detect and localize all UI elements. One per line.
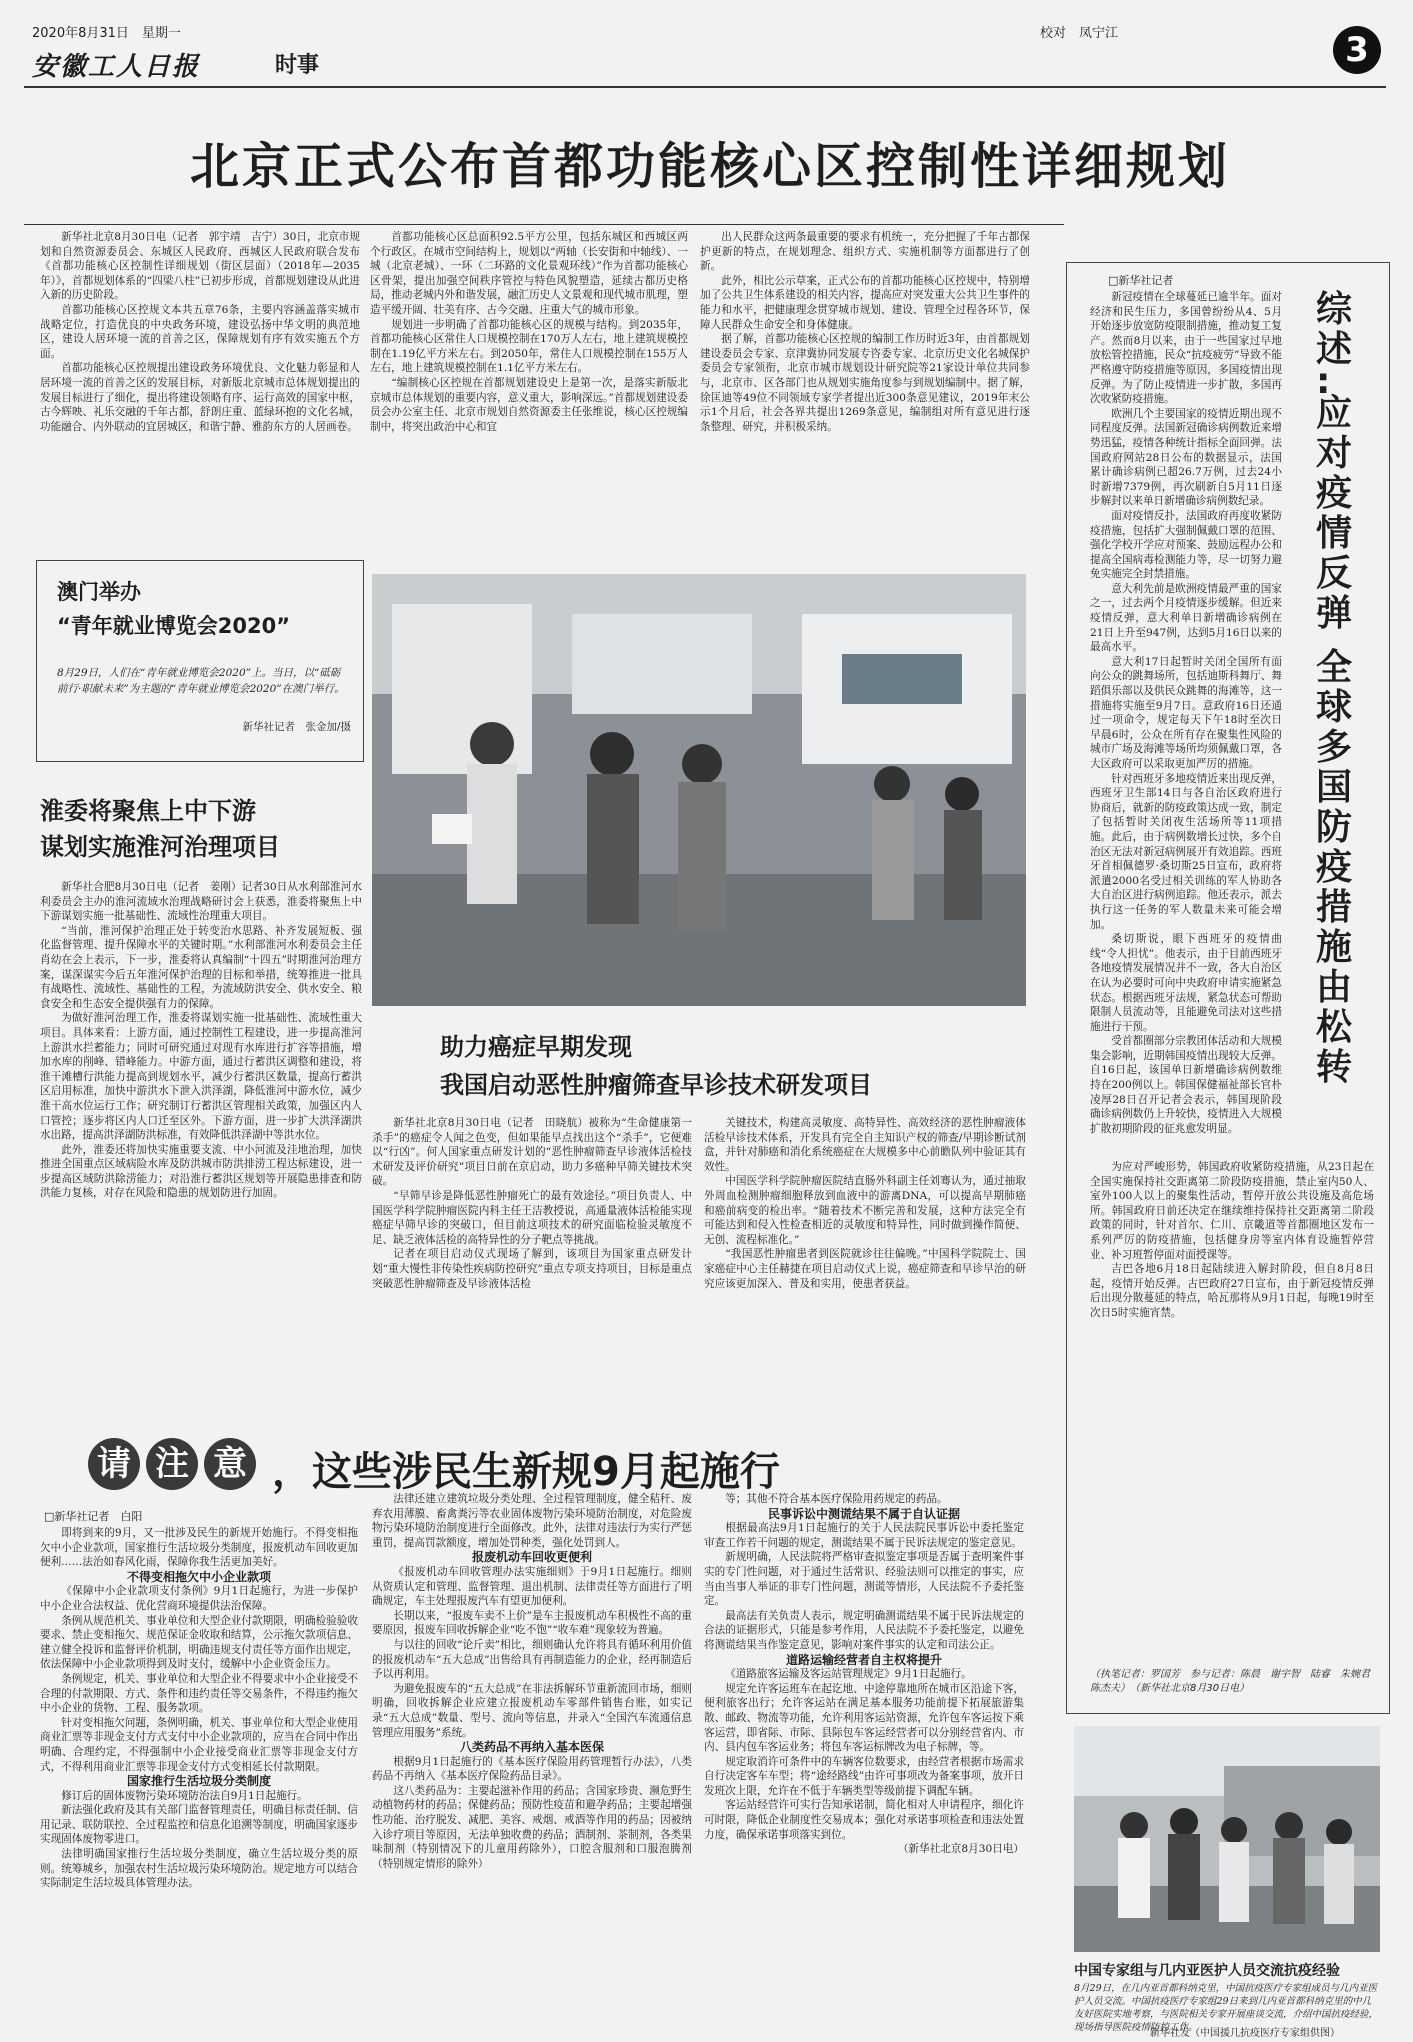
paragraph: 新华社合肥8月30日电（记者 姜刚）记者30日从水利部淮河水利委员会主办的淮河流域水治理战略研讨会上获悉，淮委将聚焦上中下游谋划实施一批基础性、流域性治理重大项目。 xyxy=(40,881,362,923)
paragraph: 新华社北京8月30日电（记者 田晓航）被称为“生命健康第一杀手”的癌症令人闻之色变，但如果能早点找出这个“杀手”，它便难以“行凶”。何人国家重点研发计划的“恶性肿瘤筛查早诊液体活检技术研发及评价研究”项目日前在京启动，助力多癌种早筛关键技术突破。 xyxy=(372,1117,692,1188)
review-title-char: 应 xyxy=(1316,393,1353,434)
paragraph: 吉巴各地6月18日起陆续进入解封阶段，但自8月8日起，疫情开始反弹。古巴政府27日宣布，由于新冠疫情反弹后出现分散蔓延的特点，哈瓦那将从9月1日起，每晚19时至次日5时实施宵禁。 xyxy=(1090,1263,1374,1319)
page-number: 3 xyxy=(1333,26,1381,74)
paragraph: 桑切斯说，眼下西班牙的疫情曲线“令人担忧”。他表示，由于目前西班牙各地疫情发展情况并不一致，各大自治区在认为必要时可向中央政府申请实施紧急状态。根据西班牙法规，紧急状态可帮助限制人员流动等，且能避免司法对这些措施进行干预。 xyxy=(1090,933,1282,1033)
paragraph: 长期以来，“报废车卖不上价”是车主报废机动车积极性不高的重要原因，报废车回收拆解企业“吃不饱”“收车难”现象较为普遍。 xyxy=(372,1609,692,1637)
paragraph: 规划进一步明确了首都功能核心区的规模与结构。到2035年，首都功能核心区常住人口规模控制在170万人左右，地上建筑规模控制在1.19亿平方米左右。到2050年，常住人口规模控制在155万人左右，地上建筑规模控制在1.1亿平方米左右。 xyxy=(370,318,688,375)
paragraph: 条例从规范机关、事业单位和大型企业付款期限，明确检验验收要求、禁止变相拖欠、规范保证金收取和结算，公示拖欠款项信息、建立健全投诉和监督评价机制，明确违规支付责任等方面作出规定，依法保障中小企业款项得到及时支付，缓解中小企业资金压力。 xyxy=(40,1614,358,1671)
guinea-photo xyxy=(1074,1726,1380,1952)
paragraph: 此外，相比公示草案，正式公布的首都功能核心区控规中，特别增加了公共卫生体系建设的相关内容，提高应对突发重大公共卫生事件的能力和水平，把健康理念贯穿城市规划、建设、管理全过程各环节，保障人民群众生命安全和身体健康。 xyxy=(700,274,1030,331)
paragraph: 欧洲几个主要国家的疫情近期出现不同程度反弹。法国新冠确诊病例数近来增势迅猛，疫情各种统计指标全面回弹。法国政府网站28日公布的数据显示，法国累计确诊病例已超26.7万例，过去24小时新增7379例，再次刷新自5月11日逐步解封以来单日新增确诊病例数纪录。 xyxy=(1090,407,1282,508)
paragraph: 针对变相拖欠问题，条例明确，机关、事业单位和大型企业使用商业汇票等非现金支付方式支付中小企业款项的，应当在合同中作出明确、合理约定，不得强制中小企业接受商业汇票等非现金支付方式，不得利用商业汇票等非现金支付方式变相延长付款期限。 xyxy=(40,1716,358,1773)
review-title-char: : xyxy=(1316,361,1331,402)
paragraph: 面对疫情反扑，法国政府再度收紧防疫措施，包括扩大强制佩戴口罩的范围、强化学校开学应对预案、鼓励远程办公和提高全国病毒检测能力等，尽一切努力避免实施完全封禁措施。 xyxy=(1090,509,1282,581)
rules-tag-char-3: 意 xyxy=(204,1438,256,1490)
rules-tag xyxy=(88,1438,256,1490)
subheading: 民事诉讼中测谎结果不属于自认证据 xyxy=(767,1506,960,1521)
paragraph: “编制核心区控规在首都规划建设史上是第一次，是落实新版北京城市总体规划的重要内容，意义重大，影响深远。”首都规划建设委员会办公室主任、北京市规划自然资源委主任张维说，核心区控规编制中，将突出政治中心和宜 xyxy=(370,376,688,433)
paragraph: 这八类药品为：主要起滋补作用的药品；含国家珍贵、濒危野生动植物药材的药品；保健药品；预防性疫苗和避孕药品；主要起增强性功能、治疗脱发、减肥、美容、戒烟、戒酒等作用的药品；因被纳入诊疗项目等原因，无法单独收费的药品；酒制剂、茶制剂，各类果味制剂（特别情况下的儿童用药除外），口腔含服剂和口服泡腾剂（特别规定情形的除外） xyxy=(372,1784,692,1870)
review-title-char: 措 xyxy=(1316,887,1353,928)
guinea-caption: 8月29日，在几内亚首都科纳克里，中国抗疫医疗专家组成员与几内亚医护人员交流。中国抗疫医疗专家组29日来到几内亚首都科纳克里的中几友好医院实地考察，与医院相关专家开展座谈交流，介绍中国抗疫经验，现场指导医院疫情防控工作。 xyxy=(1074,1983,1379,2033)
paragraph: 新华社北京8月30日电（记者 郭宇靖 吉宁）30日，北京市规划和自然资源委员会、东城区人民政府、西城区人民政府联合发布《首都功能核心区控制性详细规划（街区层面）（2018年—2035年）》，首都规划体系的“四梁八柱”已初步形成，首都规划建设从此进入新的历史阶段。 xyxy=(40,231,360,302)
paragraph: 新规明确，人民法院将严格审查拟鉴定事项是否属于查明案件事实的专门性问题，对于通过生活常识、经验法则可以推定的事实，应当由当事人举证的非专门性问题，测谎等情形，人民法院不予委托鉴定。 xyxy=(704,1551,1024,1608)
subheading: 道路运输经营者自主权将提升 xyxy=(785,1652,942,1667)
subheading: 不得变相拖欠中小企业款项 xyxy=(126,1569,271,1584)
huai-title-2: 谋划实施淮河治理项目 xyxy=(40,833,280,861)
newspaper-logo: 安徽工人日报 xyxy=(32,52,201,82)
cancer-column-2 xyxy=(704,1116,1026,1428)
paragraph: 受首都圈部分宗教团体活动和大规模集会影响，近期韩国疫情出现较大反弹。自16日起，该国单日新增确诊病例数维持在200例以上。韩国保健福祉部长官朴凌厚28日召开记者会表示，韩国现阶段确诊病例数仍上升较快，疫情进入大规模扩散初期阶段的征兆愈发明显。 xyxy=(1090,1035,1282,1135)
paragraph: 修订后的固体废物污染环境防治法自9月1日起施行。 xyxy=(61,1789,308,1802)
review-title-char: 述 xyxy=(1316,329,1353,370)
review-body-top xyxy=(1090,290,1282,1160)
review-title-char: 球 xyxy=(1316,687,1353,728)
paragraph: 客运站经营许可实行告知承诺制，简化相对人申请程序，细化许可时限，降低企业制度性交易成本；强化对承诺事项检查和违法处置力度，确保承诺事项落实到位。 xyxy=(704,1799,1024,1841)
huai-title-1: 淮委将聚焦上中下游 xyxy=(40,797,256,825)
paragraph: 根据最高法9月1日起施行的关于人民法院民事诉讼中委托鉴定审查工作若干问题的规定，测谎结果不属于民诉法规定的鉴定意见。 xyxy=(704,1522,1024,1549)
rules-byline: □新华社记者 白阳 xyxy=(44,1510,143,1523)
expo-photo-image xyxy=(372,574,1026,1006)
paragraph: 针对西班牙多地疫情近来出现反弹，西班牙卫生部14日与各自治区政府进行协商后，就新的防疫政策达成一致，制定了包括暂时关闭夜生活场所等11项措施。此后，由于病例数增长过快，多个自治区无法对新冠病例展开有效追踪。西班牙首相佩德罗·桑切斯25日宣布，政府将派遣2000名受过相关训练的军人协助各大自治区进行病例追踪。他还表示，派去执行这一任务的军人数量未来可能会增加。 xyxy=(1090,772,1282,931)
paragraph: “早筛早诊是降低恶性肿瘤死亡的最有效途径。”项目负责人、中国医学科学院肿瘤医院内科主任王洁教授说，高通量液体活检能实现癌症早筛早诊的突破口，但目前这项技术的研究面临检验灵敏度不足、缺乏液体活检的高特异性的分子靶点等挑战。 xyxy=(372,1189,692,1246)
editor-credit: 校对 凤宁江 xyxy=(1040,26,1119,41)
paragraph: “当前，淮河保护治理正处于转变治水思路、补齐发展短板、强化监督管理、提升保障水平的关键时期。”水利部淮河水利委员会主任肖幼在会上表示，下一步，淮委将认真编制“十四五”时期淮河治理方案，谋深谋实今后五年淮河保护治理的目标和举措，统筹推进一批具有战略性、流域性、基础性的工程，为流域防洪安全、供水安全、粮食安全和生态安全提供强有力的保障。 xyxy=(40,924,362,1010)
lead-column-1 xyxy=(40,230,360,550)
rules-column-1 xyxy=(40,1526,358,2026)
paragraph: 规定允许客运班车在起讫地、中途停靠地所在城市区沿途下客，便利旅客出行；允许客运站在满足基本服务功能前提下拓展旅游集散、邮政、物流等功能，允许利用客运站资源，允许包车客运按下乘客运营，即省际、市际、县际包车客运经营者可以分别经营省内、市内、县内包车客运业务；将包车客运标牌改为电子标牌，等。 xyxy=(704,1682,1024,1754)
review-byline: □新华社记者 xyxy=(1108,274,1174,287)
cancer-title-1: 助力癌症早期发现 xyxy=(440,1033,632,1061)
paragraph: 此外，淮委还将加快实施重要支流、中小河流及洼地治理，加快推进全国重点区域病险水库及防洪城市防洪排涝工程达标建设，进一步提高区域防洪除涝能力；对沿淮行蓄洪区规划等开展隐患排查和防洪能力复核，对存在风险和隐患的规划防进行加固。 xyxy=(40,1143,362,1200)
huai-body xyxy=(40,880,362,1428)
macau-photo-credit: 新华社记者 张金加/摄 xyxy=(242,721,351,733)
paragraph: 据了解，首都功能核心区控规的编制工作历时近3年，由首都规划建设委员会专家、京津冀协同发展专咨委专家、北京历史文化名城保护委员会专家领衔，北京市城市规划设计研究院等21家设计单位共同参与，北京市、区各部门也从规划实施角度参与到规划编制中。据了解，徐匡迪等49位不同领域专家学者提出近300条意见建议，2019年末公示1个月后，社会各界共提出1269条意见，编制组对所有意见进行逐条整理、研究，并积极采纳。 xyxy=(700,333,1030,433)
review-title-char: 综 xyxy=(1316,289,1353,330)
review-title-char: 对 xyxy=(1316,433,1353,474)
paragraph: 新冠疫情在全球蔓延已逾半年。面对经济和民生压力，多国曾纷纷从4、5月开始逐步放宽防疫限制措施，推动复工复产。然而8月以来，由于一些国家过早地放松管控措施，民众“抗疫疲劳”导致不能严格遵守防疫措施等原因，多国疫情出现反弹。为了防止疫情进一步扩散，多国再次收紧防疫措施。 xyxy=(1090,291,1282,406)
lead-rule xyxy=(24,224,1064,225)
paragraph: 记者在项目启动仪式现场了解到，该项目为国家重点研发计划“重大慢性非传染性疾病防控研究”重点专项支持项目，目标是重点突破恶性肿瘤筛查及早诊液体活检 xyxy=(372,1248,692,1290)
rules-tag-char-1: 请 xyxy=(88,1438,140,1490)
subheading: 报废机动车回收更便利 xyxy=(471,1550,592,1565)
rules-headline: ，这些涉民生新规9月起施行 xyxy=(272,1449,780,1495)
guinea-photo-credit: 新华社发（中国援几抗疫医疗专家组供图） xyxy=(1150,2028,1340,2039)
dateline: （新华社北京8月30日电） xyxy=(897,1843,1024,1856)
macau-caption: 8月29日，人们在“青年就业博览会2020”上。当日，以“砥砺前行·职献未来”为主题的“青年就业博览会2020”在澳门举行。 xyxy=(57,667,345,695)
review-title-char: 情 xyxy=(1316,513,1353,554)
macau-box xyxy=(36,560,364,762)
review-title-char: 多 xyxy=(1316,727,1353,768)
macau-title-2: “青年就业博览会2020” xyxy=(57,614,291,638)
paragraph: 《道路旅客运输及客运站管理规定》9月1日起施行。 xyxy=(725,1668,972,1681)
lead-column-2 xyxy=(370,230,688,550)
lead-column-3 xyxy=(700,230,1030,550)
section-name: 时事 xyxy=(275,53,320,78)
review-body-bottom xyxy=(1090,1160,1374,1670)
paragraph: 为做好淮河治理工作，淮委将谋划实施一批基础性、流域性重大项目。具体来看：上游方面，通过控制性工程建设，进一步提高淮河上游洪水拦蓄能力；同时可研究通过对现有水库进行扩容等措施，增加水库的削峰、错峰能力。中游方面，通过行蓄洪区调整和建设，将淮干滩槽行洪能力提高到规划水平，减少行蓄洪区数量，提高行蓄洪区启用标准，加快中游洪水下泄入洪泽湖，降低淮河中游水位，减少淮干高水位运行工作；研究制订行蓄洪区管理相关政策，加强区内人口管控；逐步将区内人口迁至区外。下游方面，进一步扩大洪泽湖洪水出路，提高洪泽湖防洪标准，有效降低洪泽湖中等洪水位。 xyxy=(40,1012,362,1142)
paragraph: 规定取消许可条件中的车辆客位数要求，由经营者根据市场需求自行决定客车车型；将“途经路线”由许可事项改为备案事项，放开日发班次上限，允许在不低于车辆类型等级前提下调配车辆。 xyxy=(704,1755,1024,1797)
review-credit: （执笔记者：罗国芳 参与记者：陈晨 谢宇智 陆睿 朱婉君 陈杰夫） （新华社北京8月30日电） xyxy=(1090,1669,1380,1694)
paragraph: “我国恶性肿瘤患者到医院就诊往往偏晚。”中国科学院院士、国家癌症中心主任赫捷在项目启动仪式上说，癌症筛查和早诊早治的研究应该更加深入、普及和实用，使患者获益。 xyxy=(704,1248,1026,1290)
macau-expo-photo xyxy=(372,574,1026,1006)
paragraph: 关键技术，构建高灵敏度、高特异性、高效经济的恶性肿瘤液体活检早诊技术体系，开发具有完全自主知识产权的筛查/早期诊断试剂盒，并针对肺癌和消化系统癌症在大规模多中心前瞻队列中验证其有效性。 xyxy=(704,1117,1026,1173)
paragraph: 条例规定，机关、事业单位和大型企业不得要求中小企业接受不合理的付款期限、方式、条件和违约责任等交易条件，不得违约拖欠中小企业的货物、工程、服务款项。 xyxy=(40,1672,358,1715)
paragraph: 首都功能核心区控规文本共五章76条，主要内容涵盖落实城市战略定位，打造优良的中央政务环境，建设弘扬中华文明的典范地区，建设人居环境一流的首善之区，保障规划有序有效实施五个方面。 xyxy=(40,303,360,360)
paragraph: 根据9月1日起施行的《基本医疗保险用药管理暂行办法》，八类药品不再纳入《基本医疗保险药品目录》。 xyxy=(372,1755,692,1783)
paragraph: 首都功能核心区总面积92.5平方公里，包括东城区和西城区两个行政区。在城市空间结构上，规划以“两轴（长安街和中轴线）、一城（北京老城）、一环（二环路的文化景观环线）”作为首都功能核心区骨架，提出加强空间秩序管控与特色风貌塑造，延续古都历史格局，推动老城内外和谐发展，融汇历史人文景观和现代城市肌理，塑造平缓开阔、壮美有序、古今交融、庄重大气的城市形象。 xyxy=(370,231,688,316)
paragraph: 等；其他不符合基本医疗保险用药规定的药品。 xyxy=(725,1493,948,1505)
review-title-char: 由 xyxy=(1316,967,1353,1008)
paragraph: 为避免报废车的“五大总成”在非法拆解环节重新流回市场，细则明确，回收拆解企业应建立报废机动车零部件销售台账，如实记录“五大总成”数量、型号、流向等信息，并录入“全国汽车流通信息管理应用服务”系统。 xyxy=(372,1682,692,1739)
paragraph: 为应对严峻形势，韩国政府收紧防疫措施，从23日起在全国实施保持社交距离第二阶段防疫措施，禁止室内50人、室外100人以上的聚集性活动，暂停开放公共设施及高危场所。韩国政府日前还决定在继续维持保持社交距离第二阶段政策的同时，针对首尔、仁川、京畿道等首都圈地区发布一系列严厉的防疫措施，包括健身房等室内体育设施暂停营业、补习班暂停面对面授课等。 xyxy=(1090,1161,1374,1261)
paragraph: 法律还建立建筑垃圾分类处理、全过程管理制度，健全秸秆、废弃农用薄膜、畜禽粪污等农业固体废物污染环境防治制度，对危险废物污染环境防治制度进行全面修改。此外，法律对违法行为实行严惩重罚，提高罚款额度，增加处罚种类，强化处罚到人。 xyxy=(372,1493,692,1549)
paragraph: 意大利先前是欧洲疫情最严重的国家之一，过去两个月疫情逐步缓解。但近来疫情反弹，意大利单日新增确诊病例在21日上升至947例，达到5月16日以来的最高水平。 xyxy=(1090,582,1282,654)
subheading: 八类药品不再纳入基本医保 xyxy=(459,1740,604,1755)
paragraph: 《保障中小企业款项支付条例》9月1日起施行，为进一步保护中小企业合法权益、优化营商环境提供法治保障。 xyxy=(40,1585,358,1612)
subheading: 国家推行生活垃圾分类制度 xyxy=(126,1774,271,1789)
paragraph: 法律明确国家推行生活垃圾分类制度，确立生活垃圾分类的原则。统筹城乡，加强农村生活垃圾污染环境防治。规定地方可以结合实际制定生活垃圾具体管理办法。 xyxy=(40,1848,358,1890)
rules-tag-char-2: 注 xyxy=(146,1438,198,1490)
review-title-char: 反 xyxy=(1316,553,1353,594)
cancer-title-2: 我国启动恶性肿瘤筛查早诊技术研发项目 xyxy=(440,1071,872,1099)
review-vertical-title xyxy=(1316,290,1362,1088)
header-rule xyxy=(24,86,1386,88)
rules-column-3 xyxy=(704,1492,1024,2026)
paragraph: 中国医学科学院肿瘤医院结直肠外科副主任刘骞认为，通过抽取外周血检测肿瘤细胞释放到血液中的游离DNA，可以提高早期肺癌和癌前病变的检出率。“随着技术不断完善和发展，这种方法完全有可能达到和侵入性检查相近的灵敏度和特异性，同时做到操作简便、无创、流程标准化。” xyxy=(704,1175,1026,1246)
review-title-char: 松 xyxy=(1316,1007,1353,1048)
paragraph: 出人民群众这两条最重要的要求有机统一，充分把握了千年古都保护更新的特点，在规划理念、组织方式、实施机制等方面都进行了创新。 xyxy=(700,231,1030,273)
paragraph: 最高法有关负责人表示，规定明确测谎结果不属于民诉法规定的合法的证据形式，只能是参考作用，人民法院不予委托鉴定，以避免将测谎结果当作鉴定意见，影响对案件事实的认定和司法公正。 xyxy=(704,1609,1024,1651)
review-title-char: 国 xyxy=(1316,767,1353,808)
review-title-char: 施 xyxy=(1316,927,1353,968)
issue-date: 2020年8月31日 星期一 xyxy=(32,26,181,41)
paragraph: 新法强化政府及其有关部门监督管理责任，明确目标责任制、信用记录、联防联控、全过程监控和信息化追溯等制度，明确国家逐步实现固体废物零进口。 xyxy=(40,1804,358,1846)
review-title-char: 疫 xyxy=(1316,473,1353,514)
review-title-char: 转 xyxy=(1316,1047,1353,1088)
macau-title-1: 澳门举办 xyxy=(57,580,141,604)
review-title-char: 全 xyxy=(1316,647,1353,688)
review-title-char: 疫 xyxy=(1316,847,1353,888)
cancer-column-1 xyxy=(372,1116,692,1428)
paragraph: 与以往的回收“论斤卖”相比，细则确认允许将具有循环利用价值的报废机动车“五大总成”出售给具有再制造能力的企业，经再制造后予以再利用。 xyxy=(372,1638,692,1681)
guinea-title: 中国专家组与几内亚医护人员交流抗疫经验 xyxy=(1074,1963,1340,1979)
rules-column-2 xyxy=(372,1492,692,2026)
review-title-char: 弹 xyxy=(1316,593,1353,634)
paragraph: 意大利17日起暂时关闭全国所有面向公众的跳舞场所，包括迪斯科舞厅、舞蹈俱乐部以及供民众跳舞的海滩等，这一措施将实施至9月7日。意政府16日还通过一项命令，规定每天下午18时至次日早晨6时，公众在所有存在聚集性风险的城市广场及海滩等场所均须佩戴口罩，各大区政府可以采取更加严厉的措施。 xyxy=(1090,655,1282,770)
paragraph: 《报废机动车回收管理办法实施细则》于9月1日起施行。细则从资质认定和管理、监督管理、退出机制、法律责任等方面进行了明确规定，车主处理报废汽车有望更加便利。 xyxy=(372,1565,692,1608)
lead-headline: 北京正式公布首都功能核心区控制性详细规划 xyxy=(189,138,1230,195)
guinea-photo-image xyxy=(1074,1726,1380,1952)
paragraph: 首都功能核心区控规提出建设政务环境优良、文化魅力彰显和人居环境一流的首善之区的发展目标，对新版北京城市总体规划提出的发展目标进行了细化，提出将建设领略有序、运行高效的国家中枢，古今辉映、礼乐交融的千年古都，舒朗庄重、蓝绿环抱的文化名城，功能融合、内外联动的宜居城区，和谐宁静、雅韵东方的人居画卷。 xyxy=(40,362,360,433)
review-title-char: 防 xyxy=(1316,807,1353,848)
paragraph: 即将到来的9月，又一批涉及民生的新规开始施行。不得变相拖欠中小企业款项，国家推行生活垃圾分类制度，报废机动车回收更加便利……法治如春风化雨，保障你我生活更加美好。 xyxy=(40,1527,358,1569)
